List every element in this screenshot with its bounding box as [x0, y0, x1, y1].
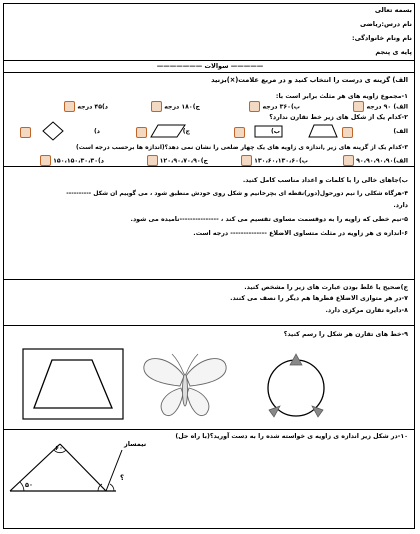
answer-checkbox[interactable]: [234, 127, 245, 138]
answer-checkbox[interactable]: [151, 101, 162, 112]
circle-triangles-figure: [256, 346, 336, 426]
section-b-instruction: ب)جاهای خالی را با کلمات و اعداد مناسب کامل کنید.: [242, 177, 408, 184]
q3-option-a[interactable]: الف)۹۰،۹۰،۹۰،۹۰: [343, 155, 408, 166]
answer-checkbox[interactable]: [147, 155, 158, 166]
q1-text: ۱-مجموع زاویه های هر مثلث برابر است با:: [275, 93, 408, 100]
answer-checkbox[interactable]: [40, 155, 51, 166]
trapezoid-frame-figure: [22, 348, 124, 420]
answer-checkbox[interactable]: [64, 101, 75, 112]
butterfly-figure: [140, 348, 230, 426]
q9-text: ۹-خط های تقارن هر شکل را رسم کنید؟: [283, 331, 408, 338]
bismillah: بسمه تعالی: [374, 6, 412, 14]
section-a-instruction: الف) گزینه ی درست را انتخاب کنید و در مربع علامت(×)بزنید: [211, 76, 408, 84]
q4-text-cont: دارد.: [393, 202, 408, 209]
q6-text: ۶-اندازه ی هر زاویه در مثلث متساوی الاضلاع -------------- درجه است.: [193, 230, 408, 237]
q1-option-d[interactable]: د)۴۵ درجه: [64, 101, 108, 112]
q10-text: ۱۰-در شکل زیر اندازه ی زاویه ی خواسته شده را به دست آورید؟(با راه حل): [175, 433, 408, 440]
q3-option-b[interactable]: ب)۱۳۰،۶۰،۱۳۰،۶۰: [241, 155, 308, 166]
divider: [3, 72, 415, 73]
q2-text: ۲-کدام یک از شکل های زیر خط تقارن ندارد؟: [269, 114, 408, 121]
angle-top-label: ۶۰: [55, 444, 63, 452]
q3-option-d[interactable]: د)۱۵۰،۱۵۰،۳۰،۳۰: [40, 155, 104, 166]
q3-option-c[interactable]: ج)۱۲۰،۹۰،۷۰،۹۰: [147, 155, 209, 166]
divider: [3, 325, 415, 326]
q1-option-a[interactable]: الف) ۹۰ درجه: [353, 101, 408, 112]
q5-text: ۵-نیم خطی که زاویه را به دوقسمت مساوی تقسیم می کند ، ---------------نامیده می شود.: [130, 216, 408, 223]
divider: [3, 279, 415, 280]
parallelogram-shape: [150, 124, 186, 138]
q2-option-d[interactable]: د): [93, 128, 100, 135]
answer-checkbox[interactable]: [241, 155, 252, 166]
answer-checkbox[interactable]: [343, 155, 354, 166]
rhombus-shape: [42, 121, 64, 141]
student-name-field: نام ونام خانوادگی:: [351, 34, 412, 42]
q8-text: ۸-دایره تقارن مرکزی دارد.: [325, 307, 408, 314]
answer-checkbox[interactable]: [20, 127, 31, 138]
rectangle-shape: [254, 124, 284, 138]
divider: [3, 60, 415, 61]
grade-field: پایه ی پنجم: [375, 48, 412, 56]
q1-option-b[interactable]: ب)۳۶۰ درجه: [249, 101, 300, 112]
section-c-instruction: ج)صحیح یا غلط بودن عبارت های زیر را مشخص کنید.: [244, 284, 408, 291]
q3-text: ۳-کدام یک از گزینه های زیر ,اندازه ی زاویه های یک چهار ضلعی را نشان نمی دهد؟(اندازه ها برحسب درجه است): [76, 144, 408, 151]
answer-checkbox[interactable]: [136, 127, 147, 138]
answer-checkbox[interactable]: [353, 101, 364, 112]
bisector-label: نیمساز: [124, 440, 147, 448]
trapezoid-shape: [308, 124, 338, 138]
answer-checkbox[interactable]: [342, 127, 353, 138]
divider: [3, 166, 415, 167]
q7-text: ۷-در هر متوازی الاضلاع قطرها هم دیگر را نصف می کنند.: [230, 295, 408, 302]
q2-option-c[interactable]: ج): [182, 128, 190, 135]
unknown-angle-label: ؟: [120, 474, 125, 482]
q1-option-c[interactable]: ج)۱۸۰ درجه: [151, 101, 200, 112]
subject-field: نام درس:ریاضی: [359, 20, 412, 28]
questions-title: ——————— سوالات —————: [156, 62, 264, 70]
q4-text: ۴-هرگاه شکلی را نیم دورحول(دور)نقطه ای بچرخانیم و شکل روی خودش منطبق شود ، می گوییم ان شکل ----------: [66, 190, 408, 197]
answer-checkbox[interactable]: [249, 101, 260, 112]
angle-left-label: ۵۰: [25, 481, 33, 489]
q2-option-a[interactable]: الف): [393, 128, 408, 135]
divider: [3, 429, 415, 430]
q2-option-b[interactable]: ب): [270, 128, 280, 135]
